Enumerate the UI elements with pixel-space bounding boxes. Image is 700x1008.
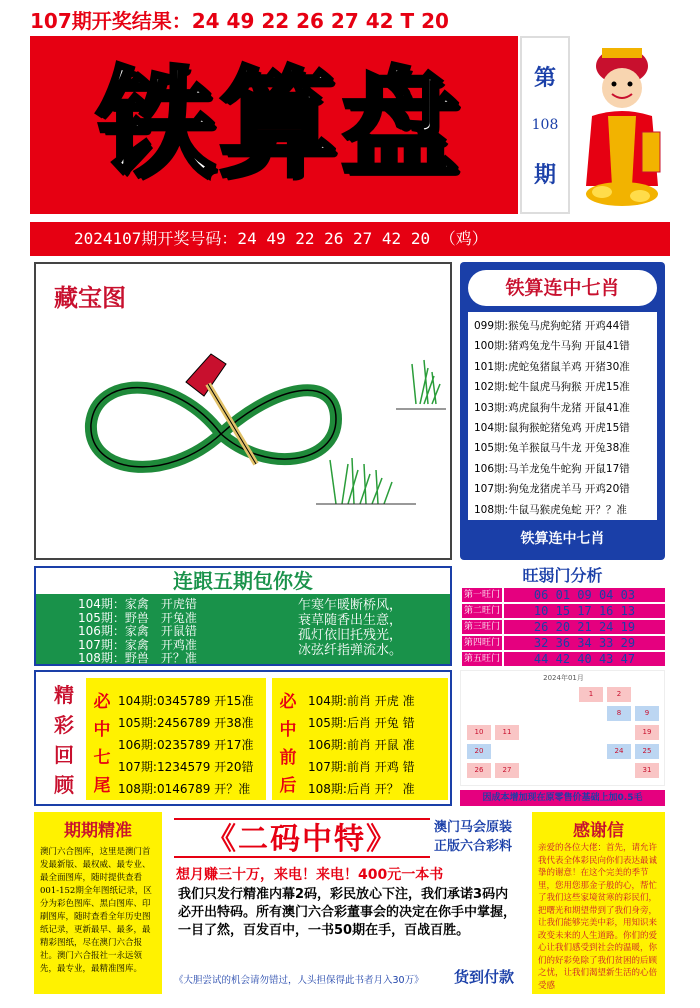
poem: [298, 598, 402, 658]
list-item: 099期:猴兔马虎狗蛇猪 开鸡44错: [474, 320, 630, 332]
draw-result-strip: 2024107期开奖号码：24 49 22 26 27 42 20 （鸡）: [30, 222, 670, 256]
calendar-day: [523, 687, 547, 702]
calendar-day: [579, 763, 603, 778]
table-row: [462, 636, 665, 650]
title-char: 后: [279, 776, 297, 796]
thank-you-panel: [532, 812, 665, 994]
row-numbers: 26 20 21 24 19: [504, 620, 665, 634]
issue-number: 108: [531, 116, 559, 133]
title-char: 精: [54, 683, 74, 707]
calendar-day: 11: [495, 725, 519, 740]
calendar-day: 31: [635, 763, 659, 778]
issue-prefix: 第: [533, 65, 556, 91]
list-item: 104期:0345789 开15准: [118, 694, 254, 708]
title-banner: [30, 36, 518, 214]
row-label: 第四旺门: [463, 638, 500, 648]
title-char: 必: [279, 692, 297, 712]
five-periods-title: 连跟五期包你发: [36, 568, 450, 594]
list-item: 105期:后肖 开兔 错: [308, 716, 415, 730]
calendar-day: 9: [635, 706, 659, 721]
list-item: 106期:0235789 开17准: [118, 738, 254, 752]
calendar-title: 2024年01月: [543, 674, 584, 682]
calendar-day: [523, 706, 547, 721]
row-label: 第二旺门: [463, 606, 500, 616]
thank-you-text: 亲爱的各位大佬：首先，请允许我代表全体彩民向你们表达最诚挚的谢意！在这个完美的季节里，您用您那金子般的心，帮忙了我们这些家境贫寒的彩民们，把曙光和期望带到了我们身旁，让我们能够完美中彩，用知识来改变未来的人生道路。你们的爱心让我们感受到社会的温暖，你们的好彩免除了我们贫困的后顾之忧，让我们渴望新生活的心倍受感: [538, 843, 658, 991]
calendar-day: 2: [607, 687, 631, 702]
list-item: 103期:鸡虎鼠狗牛龙猪 开鼠41准: [474, 401, 630, 414]
title-char: 回: [54, 743, 74, 767]
calendar-day: [467, 706, 491, 721]
cash-on-delivery: 货到付款: [454, 968, 515, 986]
row-numbers: 44 42 40 43 47: [504, 652, 665, 666]
calendar-day: [495, 744, 519, 759]
poem-line: 乍寒乍暖断桥风，: [298, 598, 403, 613]
title-char: 中: [93, 720, 111, 740]
poem-line: 衰草随香出生意，: [298, 613, 403, 628]
title-char: 尾: [93, 776, 111, 796]
god-of-wealth-illustration: [572, 36, 670, 214]
issue-suffix: 期: [533, 163, 556, 189]
seven-zodiac-title: 铁算连中七肖: [468, 270, 657, 306]
list-item: 106期:前肖 开鼠 准: [308, 738, 415, 752]
row-numbers: 32 36 34 33 29: [504, 636, 665, 650]
strong-weak-analysis-panel: [460, 566, 665, 666]
calendar-day: 10: [467, 725, 491, 740]
accurate-panel: [34, 812, 162, 994]
calendar-day: 26: [467, 763, 491, 778]
list-item: 100期:猪鸡兔龙牛马狗 开鼠41错: [474, 340, 630, 353]
five-periods-list: [78, 598, 197, 666]
calendar-day: [551, 763, 575, 778]
calendar-day: [579, 744, 603, 759]
list-item: 107期：家禽 开鸡准: [78, 637, 197, 652]
list-item: 104期:鼠狗猴蛇猪兔鸡 开虎15错: [474, 422, 630, 435]
table-row: [462, 604, 665, 618]
accurate-text: 澳门六合图库，这里是澳门首发最新版、最权威、最专业、最全面图库，随时提供查看001-152期全年图纸记录，区分为彩色图库、黑白图库、印刷图库，随时查看全年历史图纸记录，更新最早、最多，最精彩图纸，尽在澳门六合报社。澳门六合报社一永远领先，最专业，最精准图库。: [40, 847, 152, 974]
review-panel: [34, 670, 452, 806]
table-row: [462, 620, 665, 634]
list-item: 108期:后肖 开？ 准: [308, 782, 415, 796]
list-item: 104期:前肖 开虎 准: [308, 694, 415, 708]
calendar-day: [495, 687, 519, 702]
calendar-day: [523, 725, 547, 740]
calendar-day: [551, 744, 575, 759]
row-numbers: 10 15 17 16 13: [504, 604, 665, 618]
row-label: 第五旺门: [463, 654, 500, 664]
title-char: 彩: [54, 713, 74, 737]
page-title: 铁算盘: [96, 55, 463, 193]
list-item: 104期：家禽 开虎错: [78, 597, 197, 611]
side-line: 澳门马会原装: [434, 820, 513, 835]
list-item: 101期:虎蛇兔猪鼠羊鸡 开猪30准: [474, 360, 630, 373]
review-vertical-title: [50, 680, 78, 800]
table-row: [462, 588, 665, 602]
previous-result-line: 107期开奖结果：24 49 22 26 27 42 T 20: [30, 9, 449, 33]
list-item: 107期:前肖 开鸡 错: [308, 760, 415, 774]
title-char: 七: [93, 748, 111, 768]
calendar-day: 27: [495, 763, 519, 778]
row-label: 第一旺门: [463, 590, 500, 600]
calendar-day: 1: [579, 687, 603, 702]
calendar-day: [523, 763, 547, 778]
thank-you-title: 感谢信: [573, 821, 624, 841]
calendar-day: [495, 706, 519, 721]
calendar-day: 24: [607, 744, 631, 759]
two-code-subtitle: 想月赚三十万，来电！来电！400元一本书: [176, 867, 444, 883]
poem-line: 孤灯依旧托残光，: [298, 628, 403, 643]
list-item: 105期:2456789 开38准: [118, 716, 254, 730]
title-char: 必: [93, 692, 111, 712]
front-back-box: [272, 678, 448, 800]
calendar-day: [579, 725, 603, 740]
list-item: 105期：野兽 开兔准: [78, 610, 197, 625]
two-code-footer: 《大胆尝试的机会请勿错过，人头担保得此书者月入30万》: [174, 975, 424, 986]
issue-box: [520, 36, 570, 214]
list-item: 108期:牛鼠马猴虎兔蛇 开？？准: [474, 503, 627, 516]
calendar: [460, 670, 665, 786]
list-item: 108期:0146789 开？准: [118, 782, 251, 796]
two-code-side: [434, 818, 512, 856]
calendar-day: [551, 706, 575, 721]
list-item: 108期：野兽 开？准: [78, 651, 197, 665]
treasure-map-title: 藏宝图: [54, 284, 126, 312]
list-item: 106期:马羊龙兔牛蛇狗 开鼠17错: [474, 462, 630, 475]
side-line: 正版六合彩料: [434, 839, 513, 854]
list-item: 102期:蛇牛鼠虎马狗猴 开虎15准: [474, 381, 630, 394]
poem-line: 冰弦纤指弹流水。: [298, 643, 403, 658]
calendar-day: [607, 725, 631, 740]
treasure-map-illustration: [36, 264, 450, 558]
row-numbers: 06 01 09 04 03: [504, 588, 665, 602]
accurate-title: 期期精准: [64, 821, 132, 841]
seven-zodiac-list: [468, 312, 657, 520]
tail-box: [86, 678, 266, 800]
calendar-day: 8: [607, 706, 631, 721]
list-item: 107期:狗兔龙猪虎羊马 开鸡20错: [474, 483, 630, 496]
list-item: 107期:1234579 开20错: [118, 760, 254, 774]
calendar-day: 19: [635, 725, 659, 740]
title-char: 前: [279, 748, 297, 768]
calendar-day: [551, 687, 575, 702]
title-char: 顾: [54, 773, 74, 797]
two-code-panel: [166, 812, 528, 994]
calendar-day: [635, 687, 659, 702]
calendar-day: [467, 687, 491, 702]
front-back-title: [274, 688, 302, 800]
strong-weak-title: 旺弱门分析: [460, 566, 665, 586]
price-notice: 因成本增加现在原零售价基础上加0.5毛: [460, 790, 665, 806]
five-periods-panel: [34, 566, 452, 666]
two-code-body: 我们只发行精准内幕2码，彩民放心下注，我们承诺3码内必开出特码。所有澳门六合彩董事会的决定在你手中掌握，一目了然，百发百中，一书50期在手，百战百胜。: [178, 887, 517, 938]
calendar-day: [523, 744, 547, 759]
row-label: 第三旺门: [463, 622, 500, 632]
table-row: [462, 652, 665, 666]
tail-title: [88, 688, 116, 800]
calendar-day: [551, 725, 575, 740]
title-char: 中: [279, 720, 297, 740]
treasure-map-panel: [34, 262, 452, 560]
two-code-title: 《二码中特》: [174, 818, 430, 858]
calendar-day: [607, 763, 631, 778]
seven-zodiac-footer: 铁算连中七肖: [520, 531, 605, 547]
calendar-day: 25: [635, 744, 659, 759]
calendar-day: [579, 706, 603, 721]
seven-zodiac-panel: [460, 262, 665, 560]
calendar-day: 20: [467, 744, 491, 759]
list-item: 106期：家禽 开鼠错: [78, 624, 197, 638]
list-item: 105期:兔羊猴鼠马牛龙 开兔38准: [474, 442, 630, 455]
